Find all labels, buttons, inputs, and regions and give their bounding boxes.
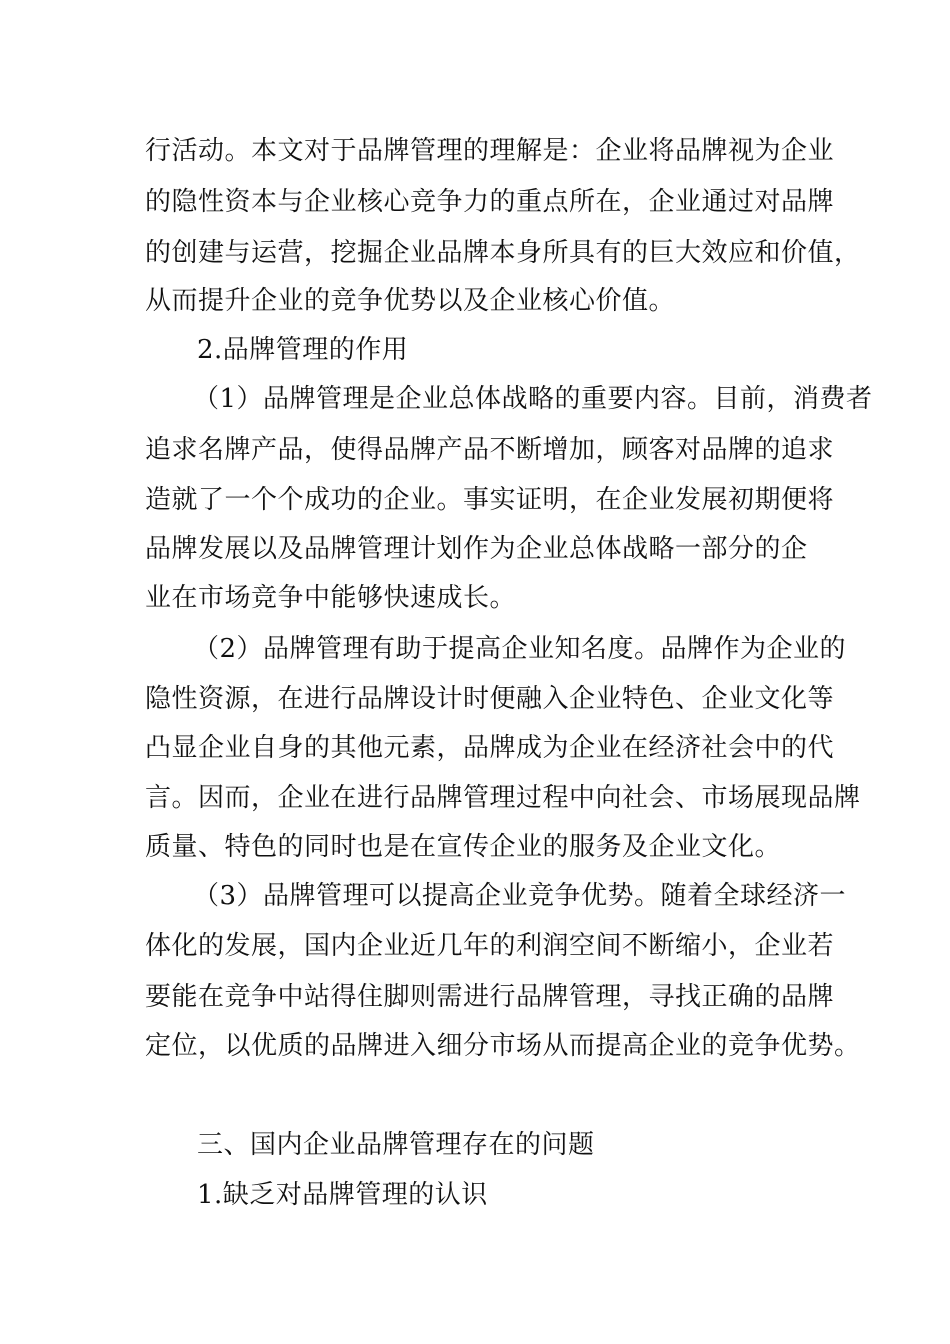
body-text-line: 追求名牌产品，使得品牌产品不断增加，顾客对品牌的追求 bbox=[145, 435, 835, 465]
body-text-line: 品牌发展以及品牌管理计划作为企业总体战略一部分的企 bbox=[145, 534, 808, 564]
body-text-line: 造就了一个个成功的企业。事实证明，在企业发展初期便将 bbox=[145, 485, 835, 515]
body-text-line: 行活动。本文对于品牌管理的理解是：企业将品牌视为企业 bbox=[145, 136, 835, 166]
section-subheading: 2.品牌管理的作用 bbox=[197, 335, 409, 365]
body-text-line: （3）品牌管理可以提高企业竞争优势。随着全球经济一 bbox=[193, 881, 847, 911]
body-text-line: 质量、特色的同时也是在宣传企业的服务及企业文化。 bbox=[145, 832, 782, 862]
section-subheading: 1.缺乏对品牌管理的认识 bbox=[197, 1180, 488, 1210]
body-text-line: 隐性资源，在进行品牌设计时便融入企业特色、企业文化等 bbox=[145, 684, 835, 714]
body-text-line: 的隐性资本与企业核心竞争力的重点所在，企业通过对品牌 bbox=[145, 187, 835, 217]
body-text-line: 体化的发展，国内企业近几年的利润空间不断缩小，企业若 bbox=[145, 931, 835, 961]
body-text-line: 要能在竞争中站得住脚则需进行品牌管理，寻找正确的品牌 bbox=[145, 982, 835, 1012]
body-text-line: （1）品牌管理是企业总体战略的重要内容。目前，消费者 bbox=[193, 384, 873, 414]
body-text-line: 业在市场竞争中能够快速成长。 bbox=[145, 583, 517, 613]
body-text-line: 凸显企业自身的其他元素，品牌成为企业在经济社会中的代 bbox=[145, 733, 835, 763]
body-text-line: 的创建与运营，挖掘企业品牌本身所具有的巨大效应和价值， bbox=[145, 238, 861, 268]
body-text-line: 言。因而，企业在进行品牌管理过程中向社会、市场展现品牌 bbox=[145, 783, 861, 813]
body-text-line: 从而提升企业的竞争优势以及企业核心价值。 bbox=[145, 286, 676, 316]
body-text-line: （2）品牌管理有助于提高企业知名度。品牌作为企业的 bbox=[193, 634, 847, 664]
body-text-line: 定位，以优质的品牌进入细分市场从而提高企业的竞争优势。 bbox=[145, 1031, 861, 1061]
section-heading: 三、国内企业品牌管理存在的问题 bbox=[197, 1130, 595, 1160]
